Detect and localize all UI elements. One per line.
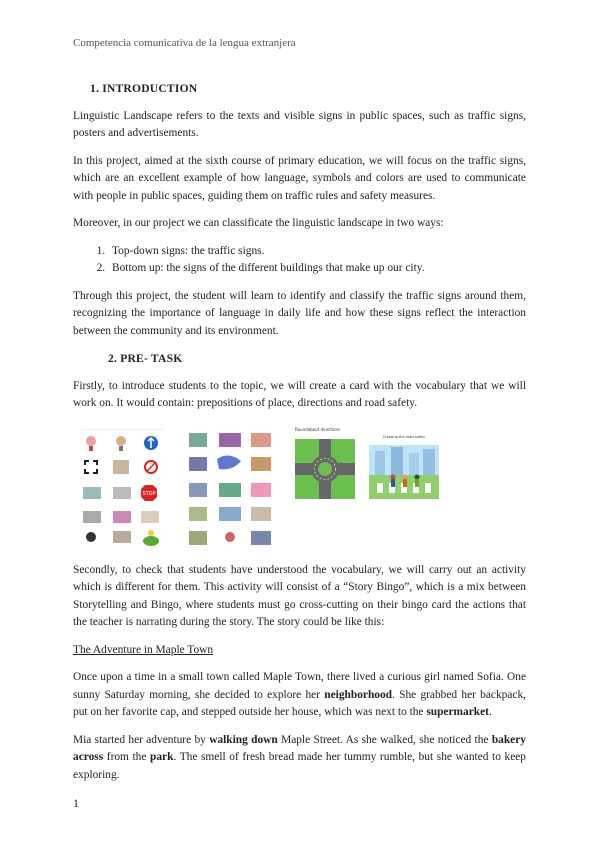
crossing-caption: Crossing the road safely [382,434,426,439]
roundabout-illustration [295,427,355,507]
story-keyword: neighborhood [324,688,393,701]
crossing-card [369,435,439,505]
crossing-road-illustration [369,435,439,505]
traffic-signs-illustration [79,427,165,551]
story-keyword: bakery across [73,733,526,763]
vocabulary-images [73,423,526,556]
story-text: . The smell of fresh bread made her tummy rumble, but she wanted to keep exploring. [73,751,526,781]
paragraph: Through this project, the student will learn to identify and classify the traffic signs around them, recognizing the importance of language in daily life and how these signs reflect the interaction between the community and its environment. [73,289,526,337]
section-heading-introduction: 1. INTRODUCTION [90,82,198,95]
story-keyword: supermarket [426,706,489,718]
buildings-illustration [185,427,277,551]
classification-list [73,243,526,278]
list-item: 1. Top-down signs: the traffic signs. [108,243,526,261]
paragraph: Secondly, to check that students have understood the vocabulary, we will carry out an activity which is different for them. This activity will consist of a “Story Bingo”, which is a mix between Storytelling and Bingo, where students must go cross-cutting on their bingo card the actions that the teacher is narrating during the story. The story could be like this: [73,563,526,628]
traffic-signs-card [79,427,165,551]
story-paragraph [73,669,526,722]
story-title: The Adventure in Maple Town [73,643,214,656]
page-number: 1 [73,796,79,810]
section-heading-pretask: 2. PRE- TASK [108,352,183,365]
story-text: Once upon a time in a small town called Maple Town, there lived a curious girl named Sofia. One sunny Saturday morning, she decided to explore her [73,671,526,701]
buildings-card [185,427,277,551]
document-body [73,80,526,794]
list-item: 2. Bottom up: the signs of the different buildings that make up our city. [108,260,526,278]
svg-text:STOP: STOP [142,490,156,497]
story-keyword: walking down [209,733,278,746]
paragraph: Firstly, to introduce students to the topic, we will create a card with the vocabulary that we will work on. It would contain: prepositions of place, directions and road safety. [73,379,526,409]
story-text: . [488,706,492,718]
paragraph: Linguistic Landscape refers to the texts and visible signs in public spaces, such as traffic signs, posters and advertisements. [73,109,526,139]
story-keyword: park [150,751,174,763]
story-paragraph [73,732,526,785]
roundabout-card [295,427,355,507]
story-text: Mia started her adventure by [73,733,210,746]
paragraph: Moreover, in our project we can classificate the linguistic landscape in two ways: [73,217,444,229]
paragraph: In this project, aimed at the sixth course of primary education, we will focus on the traffic signs, which are an excellent example of how language, symbols and colors are used to communicate with people in public spaces, guiding them on traffic rules and safety measures. [73,154,526,202]
story-text: Maple Street. As she walked, she noticed the [277,733,492,746]
roundabout-caption: Roundabout directions [295,426,341,432]
story-text: . She grabbed her backpack, put on her favorite cap, and stepped outside her house, which was next to the [73,688,527,718]
page-header: Competencia comunicativa de la lengua extranjera [73,37,296,49]
story-text: from the [103,751,151,763]
